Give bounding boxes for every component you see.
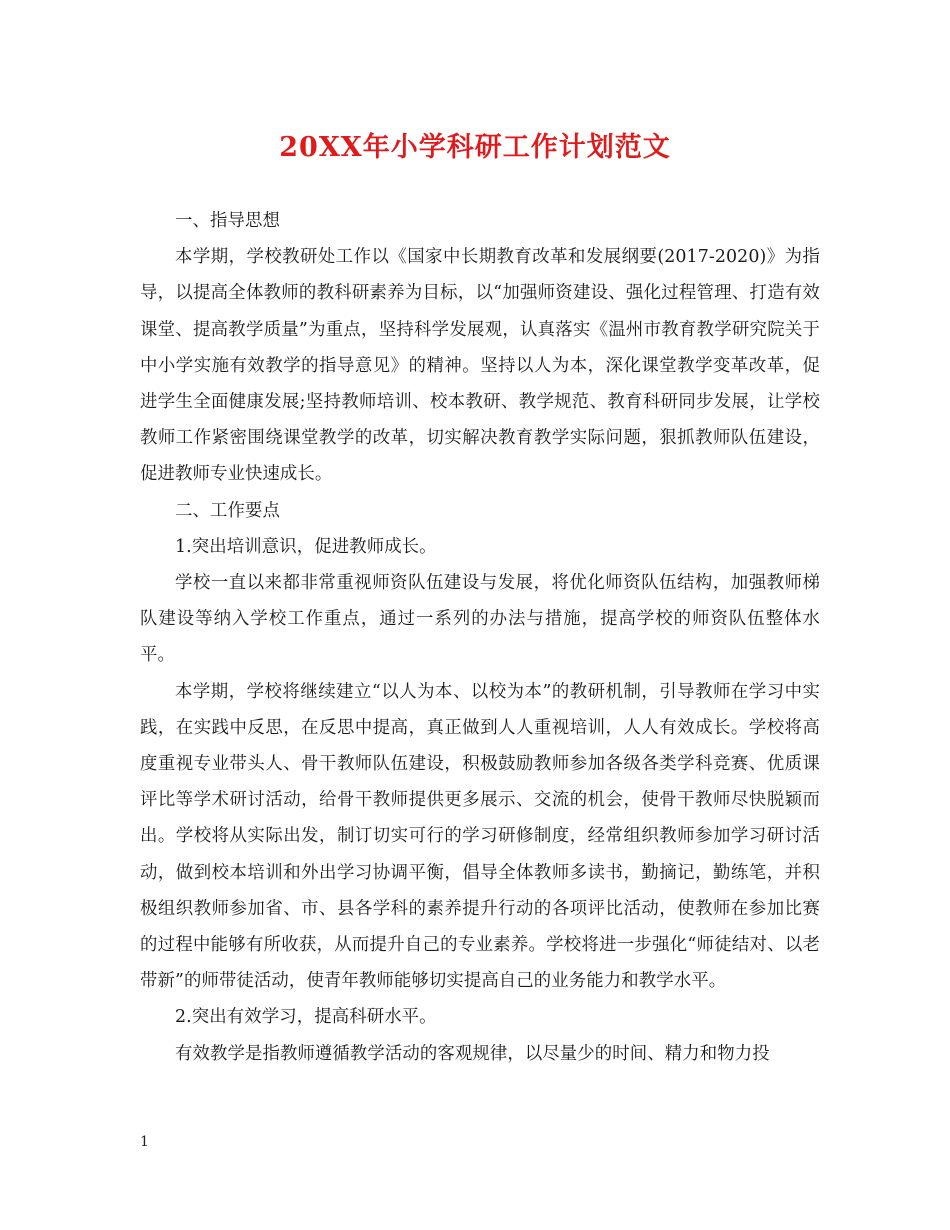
page-number: 1 bbox=[140, 1134, 149, 1150]
paragraph-effective-teaching: 有效教学是指教师遵循教学活动的客观规律，以尽量少的时间、精力和物力投 bbox=[175, 1043, 770, 1064]
section-heading-guiding-ideology: 一、指导思想 bbox=[175, 211, 280, 231]
paragraph-guiding-ideology: 本学期，学校教研处工作以《国家中长期教育改革和发展纲要(2017-2020)》为指导，以提高全体教师的教科研素养为目标，以“加强师资建设、强化过程管理、打造有效课堂、提高教学质量”为重点，坚持科学发展观，认真落实《温州市教育教学研究院关于中小学实施有效教学的指导意见》的精神。坚持以人为本，深化课堂教学变革改革，促进学生全面健康发展;坚持教师培训、校本教研、教学规范、教育科研同步发展，让学校教师工作紧密围绕课堂教学的改革，切实解决教育教学实际问题，狠抓教师队伍建设，促进教师专业快速成长。 bbox=[140, 247, 820, 485]
subheading-effective-learning: 2.突出有效学习，提高科研水平。 bbox=[175, 1007, 437, 1028]
subheading-training: 1.突出培训意识，促进教师成长。 bbox=[175, 536, 437, 557]
paragraph-semester-plan: 本学期，学校将继续建立“以人为本、以校为本”的教研机制，引导教师在学习中实践，在实践中反思，在反思中提高，真正做到人人重视培训，人人有效成长。学校将高度重视专业带头人、骨干教师队伍建设，积极鼓励教师参加各级各类学科竞赛、优质课评比等学术研讨活动，给骨干教师提供更多展示、交流的机会，使骨干教师尽快脱颖而出。学校将从实际出发，制订切实可行的学习研修制度，经常组织教师参加学习研讨活动，做到校本培训和外出学习协调平衡，倡导全体教师多读书，勤摘记，勤练笔，并积极组织教师参加省、市、县各学科的素养提升行动的各项评比活动，使教师在参加比赛的过程中能够有所收获，从而提升自己的专业素养。学校将进一步强化“师徒结对、以老带新”的师带徒活动，使青年教师能够切实提高自己的业务能力和教学水平。 bbox=[140, 681, 820, 992]
document-body bbox=[140, 203, 820, 1072]
section-heading-work-points: 二、工作要点 bbox=[175, 500, 280, 521]
document-title: 20XX年小学科研工作计划范文 bbox=[279, 132, 671, 163]
paragraph-teacher-team: 学校一直以来都非常重视师资队伍建设与发展，将优化师资队伍结构，加强教师梯队建设等纳入学校工作重点，通过一系列的办法与措施，提高学校的师资队伍整体水平。 bbox=[140, 573, 820, 666]
